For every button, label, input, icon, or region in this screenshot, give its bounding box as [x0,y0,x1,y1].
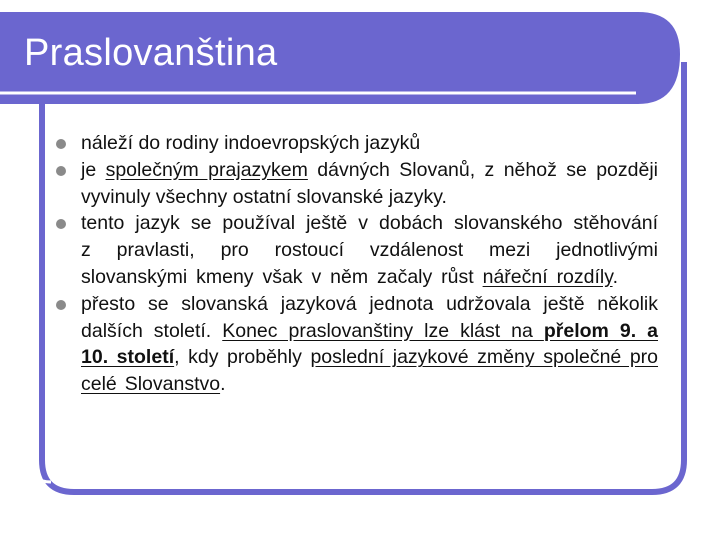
bullet-item [56,130,658,157]
bullet-text: , kdy proběhly [174,346,311,369]
bullet-text: nářeční rozdíly [482,265,613,288]
bullet-dot-icon [56,219,66,229]
bullet-text: společným prajazykem [105,158,308,181]
bullet-list [56,130,658,398]
bullet-text: přelom 9. a 10. století [81,319,658,369]
bullet-dot-icon [56,166,66,176]
bullet-dot-icon [56,139,66,149]
bullet-text: . [612,265,618,288]
bullet-dot-icon [56,300,66,310]
bullet-text: je [81,158,106,181]
bullet-item [56,210,658,290]
bullet-item [56,291,658,398]
bullet-text: dávných Slovanů, z něhož se později vyvinuly všechny ostatní slovanské jazyky. [81,158,658,208]
bullet-text: . [220,373,226,396]
bullet-text: Konec praslovanštiny lze klást na [222,319,544,342]
bullet-text: přesto se slovanská jazyková jednota udržovala ještě několik dalších století. [81,292,658,342]
bullet-text: náleží do rodiny indoevropských jazyků [81,132,421,154]
bullet-text: tento jazyk se používal ještě v dobách slovanského stěhování z pravlasti, pro rostoucí vzdálenost mezi jednotlivými slovanskými kmeny však v něm začaly růst [81,212,658,288]
bullet-text: poslední jazykové změny společné pro celé Slovanstvo [81,346,659,396]
slide-title: Praslovanština [24,32,278,74]
bullet-item [56,157,658,211]
